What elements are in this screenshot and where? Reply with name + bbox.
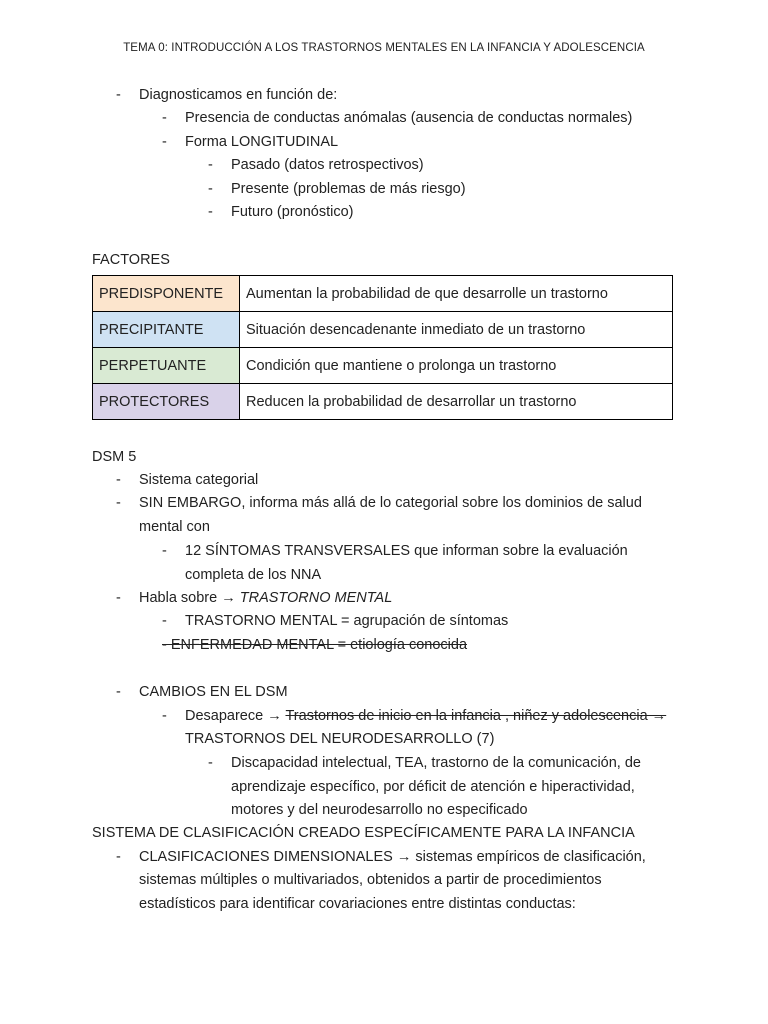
bullet-dash: -	[162, 708, 167, 724]
diagnostico-subitem: Pasado (datos retrospectivos)	[231, 157, 424, 173]
factor-name-cell: PREDISPONENTE	[93, 276, 240, 312]
factores-title: FACTORES	[92, 252, 170, 268]
dsm5-subsubitem-continued: motores y del neurodesarrollo no especificado	[231, 802, 528, 818]
dsm5-subsubitem-continued: aprendizaje específico, por déficit de atención e hiperactividad,	[231, 779, 635, 795]
dsm5-item: SIN EMBARGO, informa más allá de lo categorial sobre los dominios de salud	[139, 495, 642, 511]
dsm5-title: DSM 5	[92, 449, 137, 465]
factor-name-cell: PROTECTORES	[93, 384, 240, 420]
diagnostico-item: Forma LONGITUDINAL	[185, 134, 339, 150]
dsm5-item	[139, 588, 392, 608]
dsm5-subitem-continued: TRASTORNOS DEL NEURODESARROLLO (7)	[185, 731, 495, 747]
bullet-dash: -	[116, 849, 121, 865]
factores-table	[92, 275, 673, 420]
dsm5-item-continued: mental con	[139, 519, 210, 535]
table-row	[93, 312, 673, 348]
dsm5-item: CAMBIOS EN EL DSM	[139, 684, 288, 700]
dsm5-item: Sistema categorial	[139, 472, 259, 488]
factor-desc-cell: Condición que mantiene o prolonga un trastorno	[240, 348, 673, 384]
bullet-dash: -	[162, 613, 167, 629]
sistema-title: SISTEMA DE CLASIFICACIÓN CREADO ESPECÍFICAMENTE PARA LA INFANCIA	[92, 825, 635, 841]
dsm5-subitem-struck: - ENFERMEDAD MENTAL = etiología conocida	[162, 637, 468, 653]
bullet-dash: -	[116, 495, 121, 511]
sistema-item-continued: estadísticos para identificar covariaciones entre distintas conductas:	[139, 896, 576, 912]
trastorno-mental-emphasis: TRASTORNO MENTAL	[239, 590, 393, 606]
bullet-dash: -	[162, 110, 167, 126]
bullet-dash: -	[162, 543, 167, 559]
bullet-dash: -	[208, 755, 213, 771]
dsm5-subitem: TRASTORNO MENTAL = agrupación de síntomas	[185, 613, 509, 629]
bullet-dash: -	[208, 204, 213, 220]
struck-text: Trastornos de inicio en la infancia , niñez y adolescencia →	[285, 708, 667, 724]
desaparece-prefix: Desaparece →	[185, 708, 286, 724]
diagnostico-item: Presencia de conductas anómalas (ausencia de conductas normales)	[185, 110, 633, 126]
bullet-dash: -	[208, 157, 213, 173]
dsm5-subitem: 12 SÍNTOMAS TRANSVERSALES que informan sobre la evaluación	[185, 543, 628, 559]
bullet-dash: -	[162, 134, 167, 150]
page-header: TEMA 0: INTRODUCCIÓN A LOS TRASTORNOS MENTALES EN LA INFANCIA Y ADOLESCENCIA	[123, 42, 645, 54]
bullet-dash: -	[208, 181, 213, 197]
table-row	[93, 384, 673, 420]
habla-sobre-prefix: Habla sobre →	[139, 590, 240, 606]
diagnostico-intro: Diagnosticamos en función de:	[139, 87, 338, 103]
factor-desc-cell: Aumentan la probabilidad de que desarrolle un trastorno	[240, 276, 673, 312]
dsm5-subitem	[185, 706, 666, 726]
dsm5-subsubitem: Discapacidad intelectual, TEA, trastorno de la comunicación, de	[231, 755, 641, 771]
bullet-dash: -	[116, 87, 121, 103]
diagnostico-subitem: Presente (problemas de más riesgo)	[231, 181, 466, 197]
sistema-item-continued: sistemas múltiples o multivariados, obtenidos a partir de procedimientos	[139, 872, 602, 888]
diagnostico-subitem: Futuro (pronóstico)	[231, 204, 354, 220]
bullet-dash: -	[116, 590, 121, 606]
dsm5-subitem-continued: completa de los NNA	[185, 567, 322, 583]
factor-name-cell: PERPETUANTE	[93, 348, 240, 384]
table-row	[93, 276, 673, 312]
factor-desc-cell: Situación desencadenante inmediato de un trastorno	[240, 312, 673, 348]
factor-desc-cell: Reducen la probabilidad de desarrollar un trastorno	[240, 384, 673, 420]
bullet-dash: -	[116, 472, 121, 488]
table-row	[93, 348, 673, 384]
sistema-item: CLASIFICACIONES DIMENSIONALES → sistemas empíricos de clasificación,	[139, 849, 646, 865]
bullet-dash: -	[116, 684, 121, 700]
factor-name-cell: PRECIPITANTE	[93, 312, 240, 348]
